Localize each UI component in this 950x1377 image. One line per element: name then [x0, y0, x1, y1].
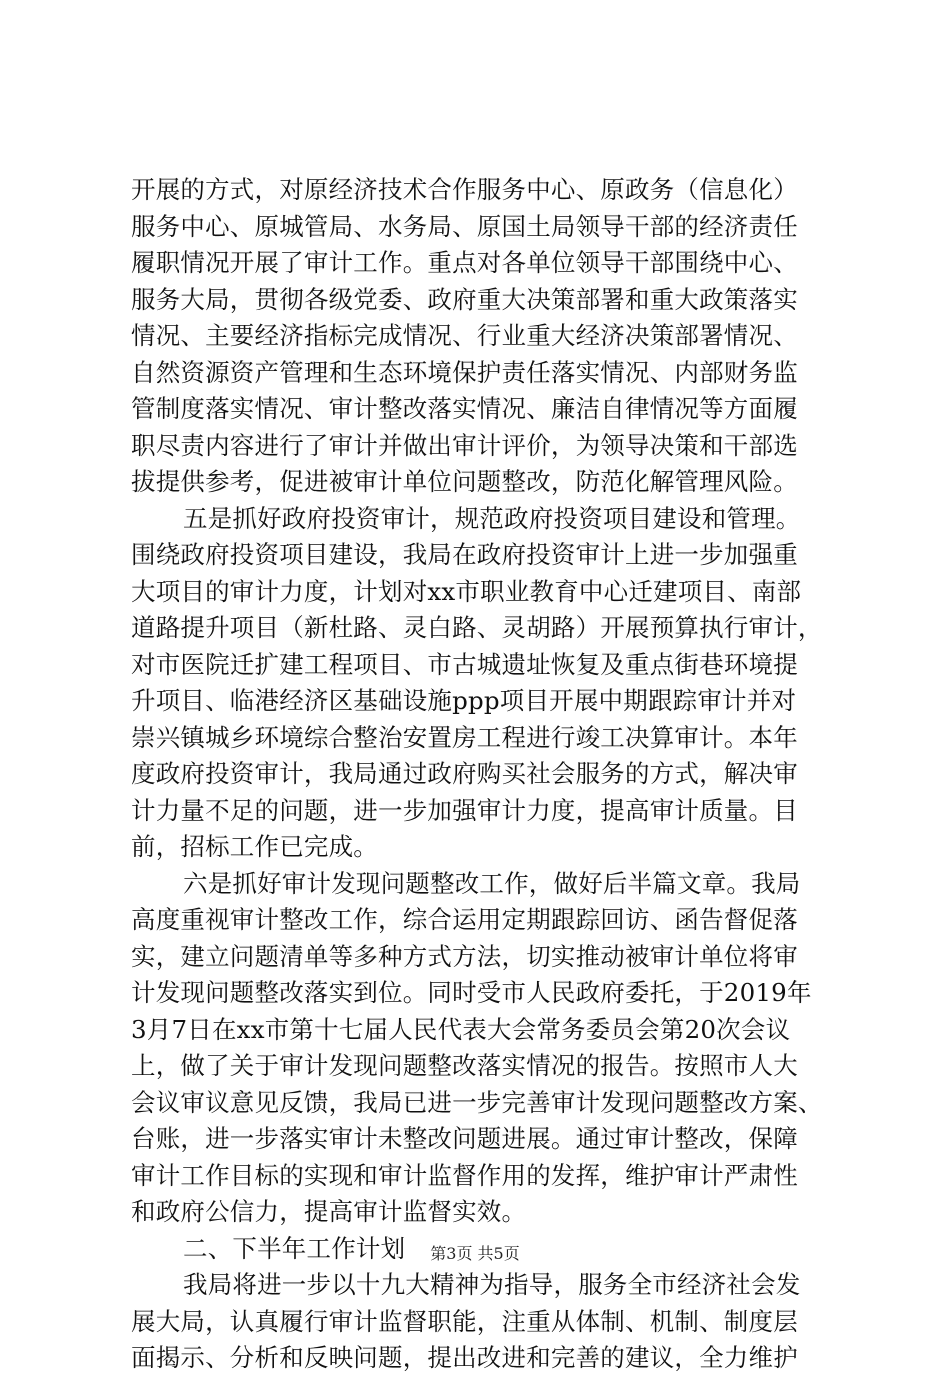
- text-line: 审计工作目标的实现和审计监督作用的发挥，维护审计严肃性: [131, 1160, 798, 1190]
- text-line: 计发现问题整改落实到位。同时受市人民政府委托，于2019年: [131, 978, 812, 1007]
- text-line: 对市医院迁扩建工程项目、市古城遗址恢复及重点街巷环境提: [131, 649, 798, 679]
- page-footer: 第3页 共5页: [430, 1244, 520, 1263]
- text-line: 3月7日在xx市第十七届人民代表大会常务委员会第20次会议: [131, 1014, 791, 1044]
- text-line: 履职情况开展了审计工作。重点对各单位领导干部围绕中心、: [131, 248, 798, 277]
- text-line: 六是抓好审计发现问题整改工作，做好后半篇文章。我局: [183, 868, 801, 898]
- text-line: 高度重视审计整改工作，综合运用定期跟踪回访、函告督促落: [131, 905, 798, 934]
- text-line: 五是抓好政府投资审计，规范政府投资项目建设和管理。: [183, 503, 801, 533]
- document-body: [131, 172, 831, 1377]
- text-line: 二、下半年工作计划: [183, 1233, 406, 1263]
- text-line: 实，建立问题清单等多种方式方法，切实推动被审计单位将审: [131, 941, 798, 971]
- text-line: 崇兴镇城乡环境综合整治安置房工程进行竣工决算审计。本年: [131, 722, 798, 752]
- text-line: 上，做了关于审计发现问题整改落实情况的报告。按照市人大: [131, 1051, 798, 1080]
- text-line: 大项目的审计力度，计划对xx市职业教育中心迁建项目、南部: [131, 576, 802, 606]
- text-line: 展大局，认真履行审计监督职能，注重从体制、机制、制度层: [131, 1306, 798, 1336]
- text-line: 升项目、临港经济区基础设施ppp项目开展中期跟踪审计并对: [131, 686, 797, 715]
- text-line: 我局将进一步以十九大精神为指导，服务全市经济社会发: [183, 1270, 801, 1299]
- text-line: 度政府投资审计，我局通过政府购买社会服务的方式，解决审: [131, 759, 798, 788]
- text-line: 自然资源资产管理和生态环境保护责任落实情况、内部财务监: [131, 357, 798, 387]
- text-line: 职尽责内容进行了审计并做出审计评价，为领导决策和干部选: [131, 430, 798, 460]
- text-line: 和政府公信力，提高审计监督实效。: [131, 1197, 527, 1226]
- text-line: 台账，进一步落实审计未整改问题进展。通过审计整改，保障: [131, 1124, 798, 1153]
- text-line: 服务中心、原城管局、水务局、原国土局领导干部的经济责任: [131, 211, 798, 241]
- text-line: 服务大局，贯彻各级党委、政府重大决策部署和重大政策落实: [131, 284, 798, 314]
- text-line: 会议审议意见反馈，我局已进一步完善审计发现问题整改方案、: [131, 1087, 823, 1117]
- text-line: 管制度落实情况、审计整改落实情况、廉洁自律情况等方面履: [131, 394, 798, 423]
- text-line: 道路提升项目（新杜路、灵白路、灵胡路）开展预算执行审计，: [131, 613, 823, 642]
- text-line: 计力量不足的问题，进一步加强审计力度，提高审计质量。目: [131, 795, 798, 825]
- text-line: 拔提供参考，促进被审计单位问题整改，防范化解管理风险。: [131, 467, 798, 496]
- text-line: 面揭示、分析和反映问题，提出改进和完善的建议，全力维护: [131, 1343, 798, 1372]
- text-line: 围绕政府投资项目建设，我局在政府投资审计上进一步加强重: [131, 540, 798, 569]
- text-line: 情况、主要经济指标完成情况、行业重大经济决策部署情况、: [131, 321, 798, 350]
- text-line: 开展的方式，对原经济技术合作服务中心、原政务（信息化）: [131, 175, 798, 204]
- text-line: 前，招标工作已完成。: [131, 832, 378, 861]
